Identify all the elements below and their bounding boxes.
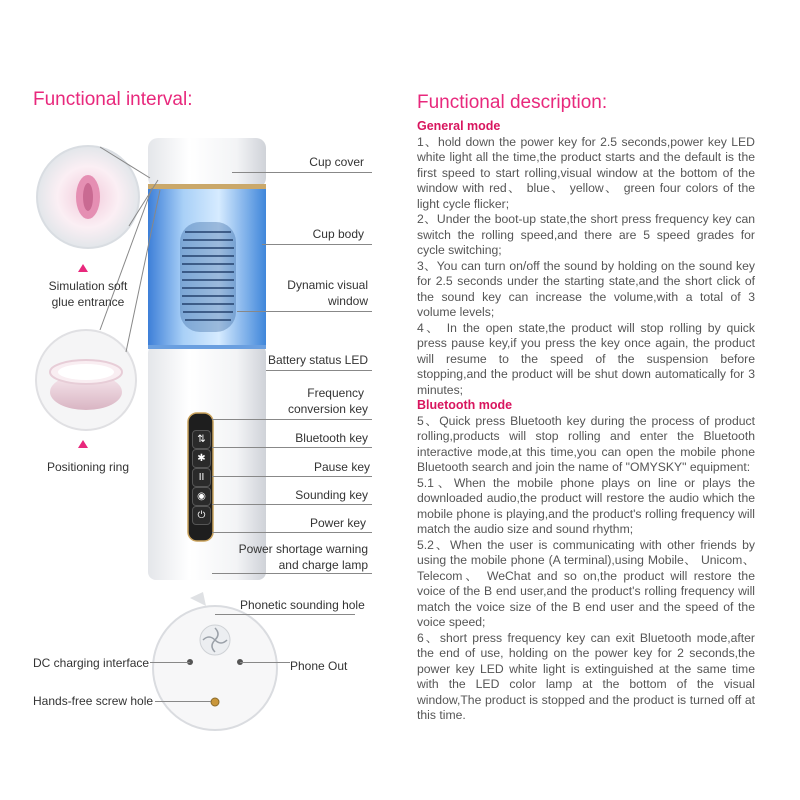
simulation-label-1: Simulation soft: [48, 279, 128, 293]
functional-description: [417, 119, 755, 724]
bluetooth-key-icon: ✱: [192, 449, 211, 468]
phonetic-hole-label: Phonetic sounding hole: [240, 598, 365, 612]
callout-line: [215, 614, 355, 615]
frequency-key-label-1: Frequency: [307, 386, 364, 400]
callout-line: [212, 447, 372, 448]
callout-line: [212, 573, 372, 574]
cup-cover-shape: [148, 138, 266, 188]
right-heading: Functional description:: [417, 92, 608, 113]
cup-cover-label: Cup cover: [309, 155, 364, 169]
screw-hole-label: Hands-free screw hole: [33, 694, 154, 708]
callout-line: [212, 419, 372, 420]
callout-line: [212, 532, 372, 533]
bluetooth-mode-title: Bluetooth mode: [417, 398, 513, 412]
general-item-4: 4、 In the open state,the product will stop rolling by quick press pause key,if you press the key once again, the product will resume to the speed of the suspension before stopping,and the product will be shut down automatically for 3 minutes;: [417, 320, 755, 397]
general-mode-title: General mode: [417, 119, 501, 133]
dynamic-visual-label-2: window: [327, 294, 368, 308]
frequency-key-label-2: conversion key: [287, 402, 368, 416]
cup-body-label: Cup body: [312, 227, 364, 241]
callout-line: [155, 701, 211, 702]
positioning-ring-label: Positioning ring: [46, 460, 130, 474]
frequency-key-icon: ⇅: [192, 430, 211, 449]
callout-line: [150, 662, 190, 663]
simulation-label-2: glue entrance: [51, 295, 125, 309]
power-shortage-label-2: and charge lamp: [278, 558, 368, 572]
callout-line: [240, 662, 290, 663]
dc-interface-label: DC charging interface: [33, 656, 150, 670]
callout-line: [237, 311, 372, 312]
battery-led-label: Battery status LED: [267, 353, 368, 367]
bluetooth-item-5: 5、Quick press Bluetooth key during the process of product rolling,products will stop rolling and enter the Bluetooth interactive mode,at this time,you can open the mobile phone Bluetooth search and join the name of "OMYSKY" equipment:: [417, 413, 755, 474]
general-item-3: 3、You can turn on/off the sound by holding on the sound key for 2.5 seconds under the starting state,and the short click of the sound key can increase the volume,with a total of 3 volume levels;: [417, 258, 755, 319]
bluetooth-key-label: Bluetooth key: [295, 431, 368, 445]
sounding-key-icon: ◉: [192, 487, 211, 506]
triangle-marker-icon: [78, 440, 88, 448]
callout-line: [212, 476, 372, 477]
phone-out-label: Phone Out: [290, 659, 348, 673]
power-key-icon: ⏻: [192, 506, 211, 525]
bluetooth-item-5-2: 5.2、When the user is communicating with other friends by using the mobile phone (A terminal),using Mobile、 Unicom、 Telecom、 WeChat and so on,the product will restore the voice of the B end user,and the product's rolling frequency will match the voice size of the B end user and the speed of the voice speed;: [417, 537, 755, 629]
power-key-label: Power key: [309, 516, 366, 530]
bluetooth-item-6: 6、short press frequency key can exit Bluetooth mode,after the end of use, holding on the power key for 2 seconds,the power key LED white light is extinguished at the same time with the LED color lamp at the bottom of the visual window,The product is stopped and the product is turned off at this time.: [417, 630, 755, 722]
general-item-2: 2、Under the boot-up state,the short press frequency key can switch the rolling speed,and there are 5 speed grades for cycle switching;: [417, 212, 755, 257]
callout-line: [232, 172, 372, 173]
pause-key-icon: II: [192, 468, 211, 487]
sounding-key-label: Sounding key: [295, 488, 368, 502]
callout-line: [266, 370, 372, 371]
left-heading: Functional interval:: [33, 89, 193, 110]
power-shortage-label-1: Power shortage warning: [238, 542, 368, 556]
bluetooth-item-5-1: 5.1、When the mobile phone plays on line or plays the downloaded audio,the product will restore the audio which the mobile phone is playing,and the product's rolling frequency will match the audio size and sound rhythm;: [417, 475, 755, 536]
general-item-1: 1、hold down the power key for 2.5 seconds,power key LED white light all the time,the product starts and the default is the first speed to start rolling,visual window at the bottom of the window with red、 blue、 yellow、 green four colors of the light cycle flicker;: [417, 134, 755, 211]
callout-line: [212, 504, 372, 505]
dynamic-visual-label-1: Dynamic visual: [287, 278, 368, 292]
callout-line: [262, 244, 372, 245]
triangle-marker-icon: [78, 264, 88, 272]
pause-key-label: Pause key: [313, 460, 370, 474]
